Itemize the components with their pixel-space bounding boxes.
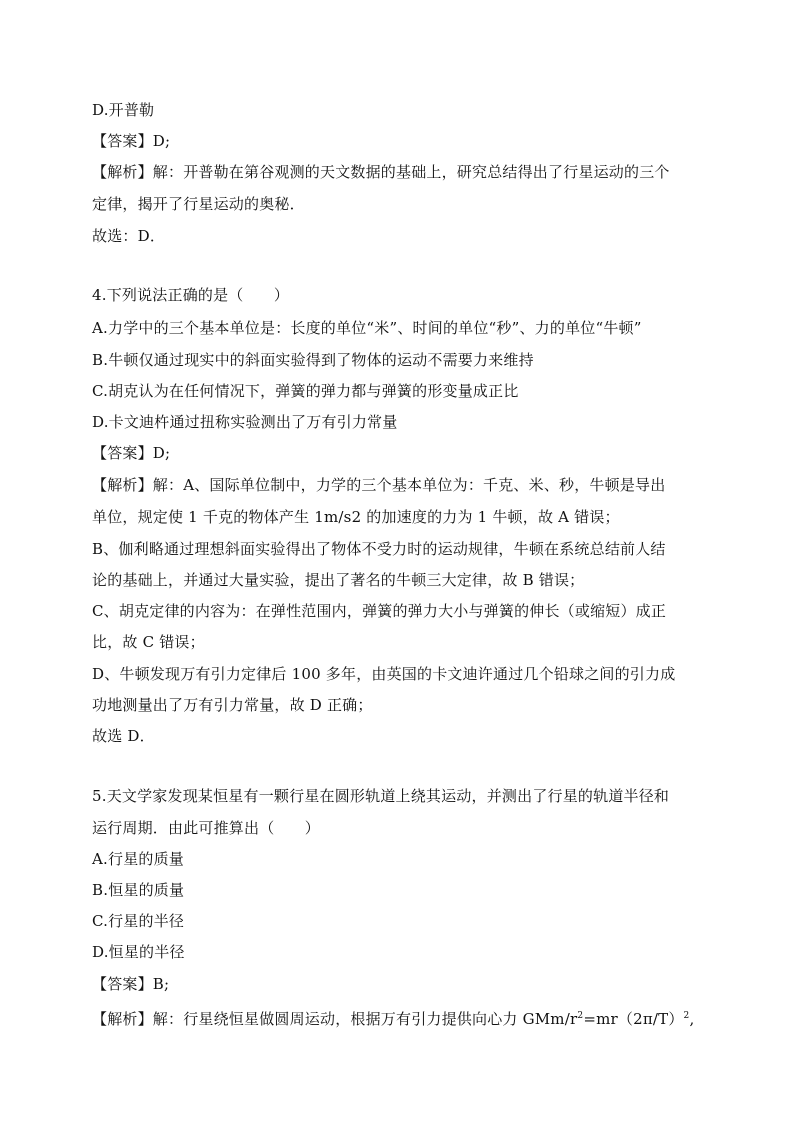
analysis-3-line2: 定律，揭开了行星运动的奥秘． — [92, 195, 305, 213]
analysis-5-formula: =mr（2π/T） — [583, 1010, 684, 1028]
q4-option-d: D.卡文迪杵通过扭称实验测出了万有引力常量 — [92, 413, 398, 431]
q5-option-d: D.恒星的半径 — [92, 943, 185, 961]
question-5-line2: 运行周期．由此可推算出（ ） — [92, 819, 321, 837]
q4-option-b: B.牛顿仅通过现实中的斜面实验得到了物体的运动不需要力来维持 — [92, 351, 534, 369]
answer-4: 【答案】D; — [92, 444, 171, 462]
question-5-line1: 5.天文学家发现某恒星有一颗行星在圆形轨道上绕其运动，并测出了行星的轨道半径和 — [92, 787, 670, 805]
superscript-2: 2 — [683, 1011, 690, 1021]
answer-3: 【答案】D; — [92, 132, 171, 150]
analysis-4-line5: C、胡克定律的内容为：在弹性范围内，弹簧的弹力大小与弹簧的伸长（或缩短）成正 — [92, 602, 667, 620]
q5-option-a: A.行星的质量 — [92, 850, 185, 868]
analysis-4-line7: D、牛顿发现万有引力定律后 100 多年，由英国的卡文迪许通过几个铅球之间的引力成 — [92, 665, 676, 683]
superscript-1: 2 — [577, 1011, 584, 1021]
choice-3: 故选：D． — [92, 227, 166, 245]
analysis-4-line1: 【解析】解：A、国际单位制中，力学的三个基本单位为：千克、米、秒，牛顿是导出 — [92, 476, 666, 494]
choice-4: 故选 D． — [92, 727, 155, 745]
q5-option-c: C.行星的半径 — [92, 912, 185, 930]
q4-option-c: C.胡克认为在任何情况下，弹簧的弹力都与弹簧的形变量成正比 — [92, 382, 519, 400]
analysis-4-line3: B、伽利略通过理想斜面实验得出了物体不受力时的运动规律，牛顿在系统总结前人结 — [92, 540, 666, 558]
analysis-4-line4: 论的基础上，并通过大量实验，提出了著名的牛顿三大定律，故 B 错误； — [92, 571, 585, 589]
analysis-5-text: 【解析】解：行星绕恒星做圆周运动，根据万有引力提供向心力 GMm/r — [92, 1010, 578, 1028]
question-4: 4.下列说法正确的是（ ） — [92, 286, 290, 304]
analysis-3-line1: 【解析】解：开普勒在第谷观测的天文数据的基础上，研究总结得出了行星运动的三个 — [92, 163, 670, 181]
analysis-5-line1 — [92, 1006, 694, 1029]
analysis-4-line2: 单位，规定使 1 千克的物体产生 1m/s2 的加速度的力为 1 牛顿，故 A 错误； — [92, 508, 620, 526]
analysis-5-comma: , — [689, 1010, 695, 1028]
q5-option-b: B.恒星的质量 — [92, 881, 185, 899]
analysis-4-line8: 功地测量出了万有引力常量，故 D 正确； — [92, 696, 373, 714]
option-d-kepler: D.开普勒 — [92, 101, 155, 119]
q4-option-a: A.力学中的三个基本单位是：长度的单位“米”、时间的单位“秒”、力的单位“牛顿” — [92, 319, 642, 337]
analysis-4-line6: 比，故 C 错误； — [92, 633, 205, 651]
answer-5: 【答案】B; — [92, 975, 170, 993]
